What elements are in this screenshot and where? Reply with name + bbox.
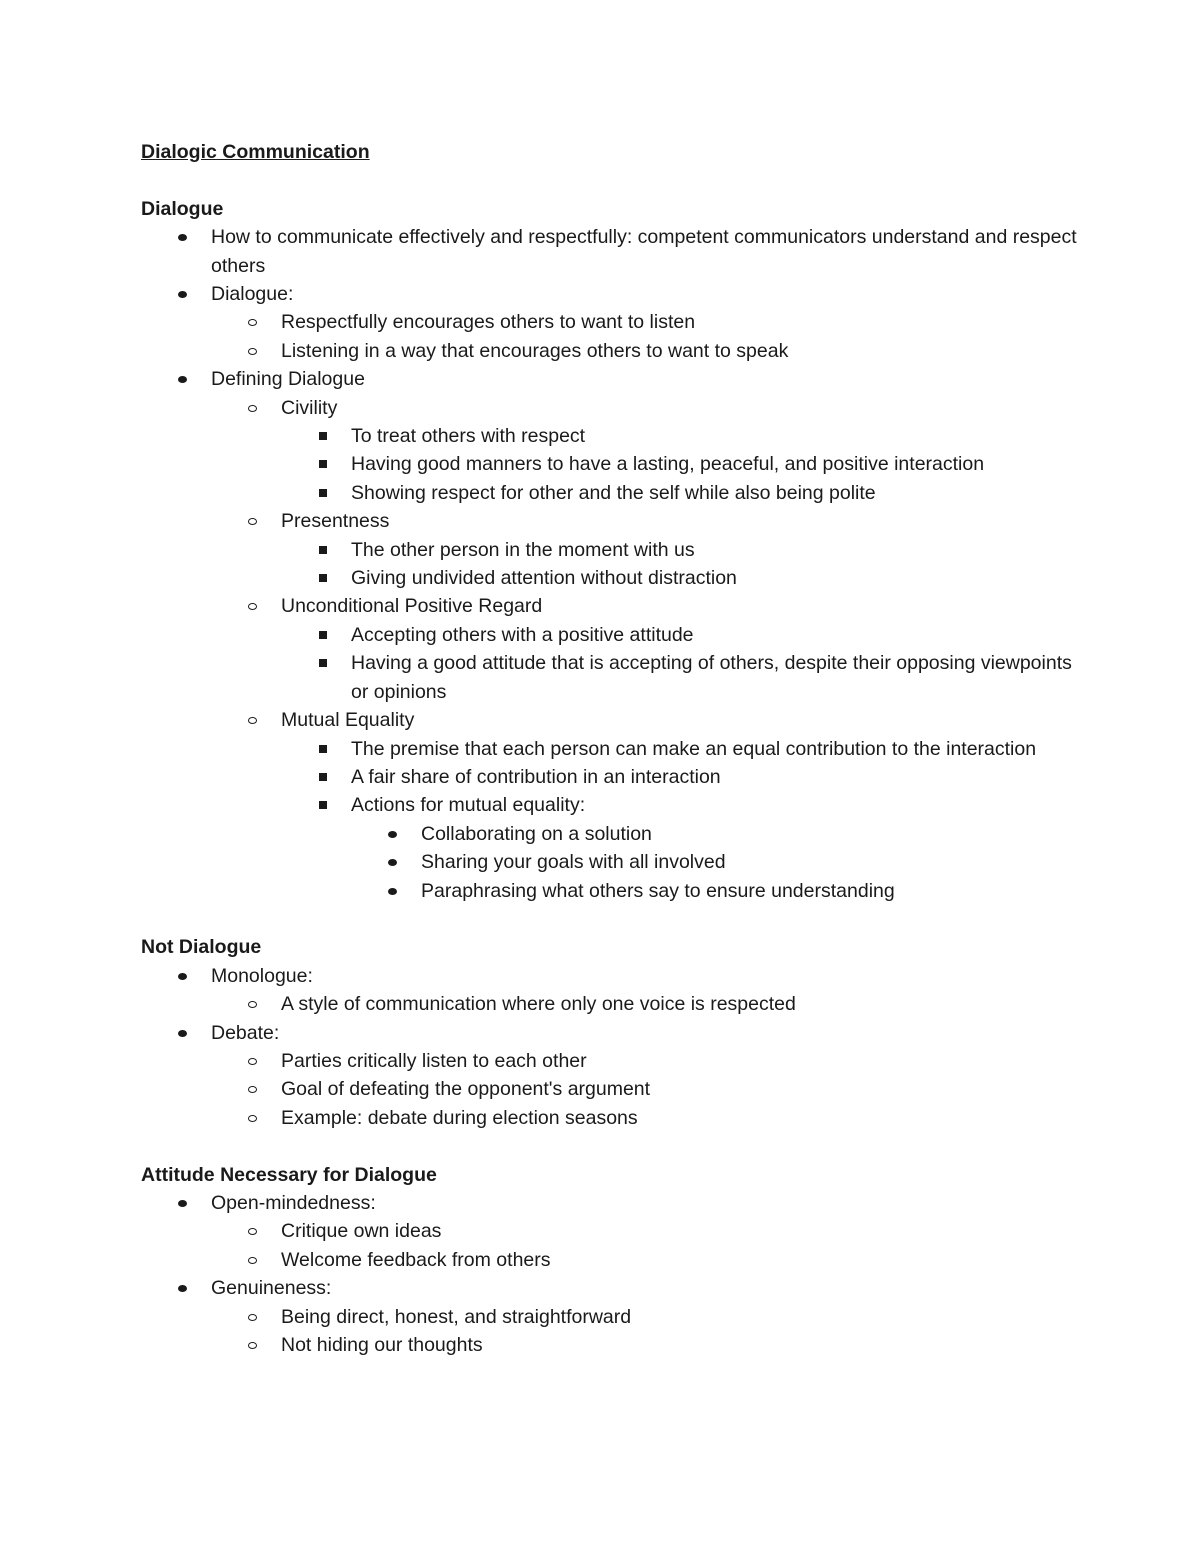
- bullet-square-icon: [319, 801, 327, 809]
- document-page: [141, 138, 1081, 1388]
- list-item-text: A style of communication where only one voice is respected: [281, 993, 796, 1016]
- bullet-disc-icon: [388, 831, 397, 838]
- list-item-text: Actions for mutual equality:: [351, 794, 586, 817]
- list-item-text: Presentness: [281, 510, 390, 533]
- bullet-disc-icon: [178, 1030, 187, 1037]
- outline-list-level-1: [141, 223, 1081, 905]
- bullet-disc-icon: [178, 376, 187, 383]
- bullet-circle-icon: [248, 348, 257, 355]
- bullet-circle-icon: [248, 1342, 257, 1349]
- list-item: [211, 990, 1081, 1018]
- list-item-text: Genuineness:: [211, 1277, 332, 1300]
- bullet-circle-icon: [248, 319, 257, 326]
- list-item: [211, 1217, 1081, 1245]
- bullet-disc-icon: [178, 1285, 187, 1292]
- outline-list-level-2: [211, 394, 1081, 905]
- list-item-text: Monologue:: [211, 964, 313, 987]
- bullet-square-icon: [319, 745, 327, 753]
- list-item: [281, 479, 1081, 507]
- section: [141, 195, 1081, 905]
- bullet-circle-icon: [248, 1257, 257, 1264]
- outline-list-level-2: [211, 308, 1081, 365]
- list-item-text: Paraphrasing what others say to ensure understanding: [421, 879, 895, 902]
- outline-list-level-3: [281, 536, 1081, 593]
- list-item-text: The other person in the moment with us: [351, 538, 695, 561]
- document-body: [141, 195, 1081, 1360]
- list-item-text: Being direct, honest, and straightforward: [281, 1305, 632, 1328]
- outline-list-level-3: [281, 422, 1081, 507]
- list-item: [281, 564, 1081, 592]
- list-item-text: Defining Dialogue: [211, 368, 365, 391]
- bullet-square-icon: [319, 659, 327, 667]
- bullet-circle-icon: [248, 1086, 257, 1093]
- section: [141, 1161, 1081, 1360]
- list-item-text: Critique own ideas: [281, 1220, 442, 1243]
- bullet-square-icon: [319, 489, 327, 497]
- list-item: [281, 422, 1081, 450]
- outline-list-level-3: [281, 621, 1081, 706]
- list-item: [211, 706, 1081, 905]
- list-item-text: A fair share of contribution in an interaction: [351, 765, 721, 788]
- bullet-square-icon: [319, 773, 327, 781]
- bullet-disc-icon: [178, 234, 187, 241]
- list-item-text: Having good manners to have a lasting, peaceful, and positive interaction: [351, 453, 985, 476]
- list-item-text: Giving undivided attention without distraction: [351, 567, 737, 590]
- bullet-circle-icon: [248, 518, 257, 525]
- list-item-text: Goal of defeating the opponent's argument: [281, 1078, 651, 1101]
- bullet-circle-icon: [248, 1058, 257, 1065]
- list-item-text: To treat others with respect: [351, 425, 586, 448]
- list-item: [211, 1303, 1081, 1331]
- bullet-disc-icon: [388, 859, 397, 866]
- bullet-square-icon: [319, 574, 327, 582]
- list-item-text: Collaborating on a solution: [421, 822, 652, 845]
- list-item: [211, 394, 1081, 508]
- list-item-text: Civility: [281, 396, 338, 419]
- bullet-circle-icon: [248, 603, 257, 610]
- list-item-text: Accepting others with a positive attitude: [351, 623, 694, 646]
- section-heading: Attitude Necessary for Dialogue: [141, 1163, 437, 1186]
- list-item: [211, 337, 1081, 365]
- bullet-square-icon: [319, 546, 327, 554]
- list-item-text: Debate:: [211, 1021, 280, 1044]
- list-item: [281, 536, 1081, 564]
- list-item: [211, 507, 1081, 592]
- list-item: [351, 848, 1081, 876]
- list-item: [141, 223, 1081, 280]
- list-item: [141, 1019, 1081, 1133]
- list-item-text: Open-mindedness:: [211, 1191, 376, 1214]
- bullet-circle-icon: [248, 1001, 257, 1008]
- list-item-text: Mutual Equality: [281, 709, 415, 732]
- outline-list-level-1: [141, 962, 1081, 1132]
- list-item-text: Dialogue:: [211, 283, 294, 305]
- list-item: [141, 962, 1081, 1019]
- bullet-circle-icon: [248, 1115, 257, 1122]
- list-item: [211, 1104, 1081, 1132]
- list-item: [141, 365, 1081, 905]
- outline-list-level-3: [281, 735, 1081, 905]
- section: [141, 933, 1081, 1132]
- list-item: [211, 1331, 1081, 1359]
- outline-list-level-2: [211, 1047, 1081, 1132]
- list-item: [211, 592, 1081, 706]
- list-item-text: Unconditional Positive Regard: [281, 595, 543, 618]
- list-item: [211, 1246, 1081, 1274]
- bullet-circle-icon: [248, 405, 257, 412]
- list-item-text: Listening in a way that encourages others to want to speak: [281, 339, 789, 362]
- list-item: [211, 1075, 1081, 1103]
- bullet-circle-icon: [248, 1228, 257, 1235]
- list-item: [281, 450, 1081, 478]
- bullet-circle-icon: [248, 1314, 257, 1321]
- list-item: [211, 308, 1081, 336]
- list-item-text: Showing respect for other and the self while also being polite: [351, 481, 876, 504]
- list-item: [141, 280, 1081, 365]
- list-item-text: How to communicate effectively and respectfully: competent communicators understand and respect others: [211, 226, 1077, 277]
- document-title: Dialogic Communication: [141, 141, 370, 163]
- list-item-text: Respectfully encourages others to want to listen: [281, 311, 696, 334]
- bullet-disc-icon: [178, 973, 187, 980]
- bullet-disc-icon: [178, 291, 187, 298]
- list-item-text: Example: debate during election seasons: [281, 1106, 638, 1129]
- bullet-circle-icon: [248, 717, 257, 724]
- outline-list-level-2: [211, 990, 1081, 1018]
- list-item: [281, 763, 1081, 791]
- list-item-text: The premise that each person can make an equal contribution to the interaction: [351, 737, 1037, 760]
- outline-list-level-2: [211, 1217, 1081, 1274]
- bullet-disc-icon: [178, 1200, 187, 1207]
- section-heading: Not Dialogue: [141, 936, 262, 959]
- bullet-square-icon: [319, 631, 327, 639]
- list-item: [281, 735, 1081, 763]
- list-item: [141, 1189, 1081, 1274]
- list-item: [281, 649, 1081, 706]
- list-item-text: Parties critically listen to each other: [281, 1049, 587, 1072]
- list-item: [351, 820, 1081, 848]
- bullet-square-icon: [319, 460, 327, 468]
- section-heading: Dialogue: [141, 197, 224, 220]
- outline-list-level-1: [141, 1189, 1081, 1359]
- list-item: [351, 877, 1081, 905]
- list-item-text: Having a good attitude that is accepting of others, despite their opposing viewpoints or opinions: [351, 652, 1072, 703]
- bullet-square-icon: [319, 432, 327, 440]
- list-item-text: Not hiding our thoughts: [281, 1334, 483, 1356]
- bullet-disc-icon: [388, 888, 397, 895]
- list-item: [141, 1274, 1081, 1359]
- outline-list-level-4: [351, 820, 1081, 905]
- list-item-text: Sharing your goals with all involved: [421, 851, 726, 874]
- list-item: [281, 791, 1081, 905]
- list-item-text: Welcome feedback from others: [281, 1248, 551, 1271]
- list-item: [211, 1047, 1081, 1075]
- list-item: [281, 621, 1081, 649]
- outline-list-level-2: [211, 1303, 1081, 1360]
